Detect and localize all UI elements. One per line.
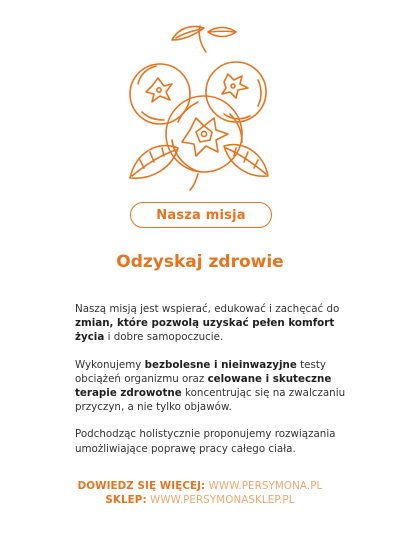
footer-shop-line	[0, 493, 400, 507]
more-info-label: DOWIEDZ SIĘ WIĘCEJ:	[77, 480, 206, 492]
persimmon-fruits-illustration	[112, 22, 288, 194]
paragraph-text: i dobre samopoczucie.	[104, 331, 224, 344]
paragraph-emphasis: celowane i skuteczne terapie zdrowotne	[75, 372, 332, 400]
shop-link[interactable]: WWW.PERSYMONASKLEP.PL	[150, 494, 295, 506]
mission-badge	[130, 202, 272, 228]
mission-badge-label: Nasza misja	[156, 207, 246, 223]
page-title: Odzyskaj zdrowie	[116, 252, 284, 272]
paragraph-mission	[75, 302, 365, 345]
paragraph-text: testy obciążeń organizmu oraz	[75, 358, 326, 385]
paragraph-emphasis: bezbolesne i nieinwazyjne	[144, 358, 297, 371]
paragraph-emphasis: zmian, które pozwolą uzyskać pełen komfort życia	[75, 317, 335, 344]
footer-more-line	[0, 479, 400, 493]
footer-links	[0, 479, 400, 507]
paragraph-text: Naszą misją jest wspierać, edukować i zachęcać do	[75, 303, 340, 315]
shop-label: SKLEP:	[105, 494, 147, 506]
paragraph-text: Wykonujemy	[75, 358, 145, 371]
website-link[interactable]: WWW.PERSYMONA.PL	[208, 480, 323, 492]
paragraph-text: koncentrując się na zwalczaniu przyczyn, a nie tylko objawów.	[75, 387, 346, 414]
paragraph-services	[75, 358, 365, 415]
paragraph-holistic: Podchodząc holistycznie proponujemy rozwiązania umożliwiające poprawę pracy całego ciała.	[75, 428, 336, 455]
mission-description	[75, 302, 365, 469]
